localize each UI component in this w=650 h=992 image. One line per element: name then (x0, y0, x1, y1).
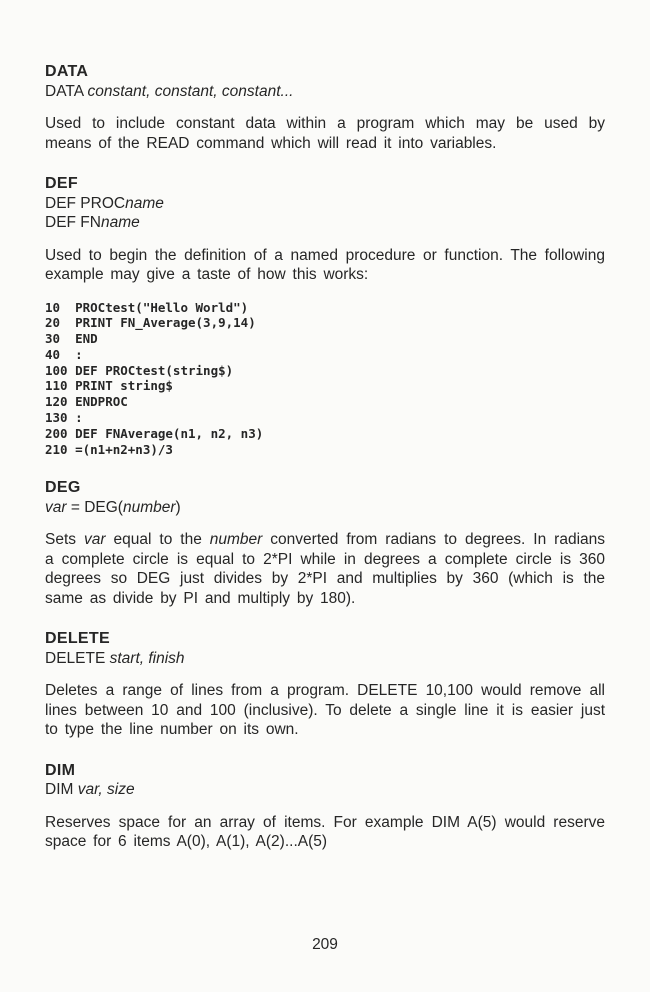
text-run: DEF PROC (45, 194, 126, 212)
text-run: Used to begin the definition of a named procedure or function. The following example may give a taste of how this works: (45, 246, 605, 283)
body-paragraph (45, 530, 605, 608)
keyword-heading: DELETE (45, 630, 110, 648)
code-line: 20 PRINT FN_Average(3,9,14) (45, 315, 256, 331)
code-line: 200 DEF FNAverage(n1, n2, n3) (45, 425, 264, 441)
code-block (45, 300, 605, 458)
syntax-line (45, 780, 605, 800)
syntax-line (45, 213, 605, 233)
code-line: 210 =(n1+n2+n3)/3 (45, 441, 173, 457)
keyword-heading: DEF (45, 175, 78, 192)
text-run: number (122, 498, 176, 516)
section-data (45, 62, 605, 153)
keyword-heading: DEG (45, 479, 81, 497)
text-run: ) (175, 498, 181, 516)
text-run: converted from radians to degrees. In radians a complete circle is equal to 2*PI while in degrees a complete circle is 360 degrees so DEG just divides by 2*PI and multiplies by 360 (which is the same as divide by PI and multiply by 180). (45, 531, 605, 607)
syntax-line (45, 649, 605, 669)
text-run: name (100, 214, 140, 231)
keyword-heading: DIM (45, 761, 76, 779)
text-run: DEF FN (45, 214, 101, 231)
text-run: DIM (45, 781, 78, 799)
section-def (45, 174, 605, 457)
text-run: number (209, 531, 263, 549)
text-run: var (45, 498, 67, 516)
section-delete (45, 629, 605, 740)
sections (45, 62, 605, 852)
text-run: start, finish (109, 649, 185, 667)
text-run: DATA (45, 82, 88, 100)
body-paragraph (45, 246, 605, 285)
code-line: 40 : (45, 346, 83, 362)
text-run: var, size (77, 781, 135, 799)
code-line: 10 PROCtest("Hello World") (45, 299, 249, 315)
code-line: 110 PRINT string$ (45, 378, 173, 394)
keyword-heading: DATA (45, 63, 89, 80)
code-line: 100 DEF PROCtest(string$) (45, 362, 234, 378)
text-run: Sets (45, 531, 84, 549)
text-run: name (125, 194, 164, 212)
body-paragraph (45, 813, 605, 852)
syntax-line (45, 82, 605, 102)
text-run: DELETE (45, 649, 110, 667)
code-line: 30 END (45, 331, 98, 347)
text-run: equal to the (105, 531, 210, 549)
text-run: Deletes a range of lines from a program. DELETE 10,100 would remove all lines between 10 and 100 (inclusive). To delete a single line it is easier just to type the line number on its own. (45, 682, 605, 739)
code-line: 130 : (45, 410, 83, 426)
syntax-line (45, 194, 605, 214)
body-paragraph (45, 114, 605, 153)
text-run: var (83, 531, 106, 549)
text-run: = DEG( (66, 498, 123, 516)
body-paragraph (45, 681, 605, 740)
syntax-line (45, 498, 605, 518)
text-run: constant, constant, constant... (87, 82, 294, 100)
section-deg (45, 478, 605, 608)
page-number: 209 (312, 936, 338, 953)
text-run: Used to include constant data within a program which may be used by means of the READ command which will read it into variables. (45, 115, 605, 152)
code-line: 120 ENDPROC (45, 394, 128, 410)
section-dim (45, 761, 605, 852)
text-run: Reserves space for an array of items. For example DIM A(5) would reserve space for 6 items A(0), A(1), A(2)...A(5) (45, 813, 605, 851)
